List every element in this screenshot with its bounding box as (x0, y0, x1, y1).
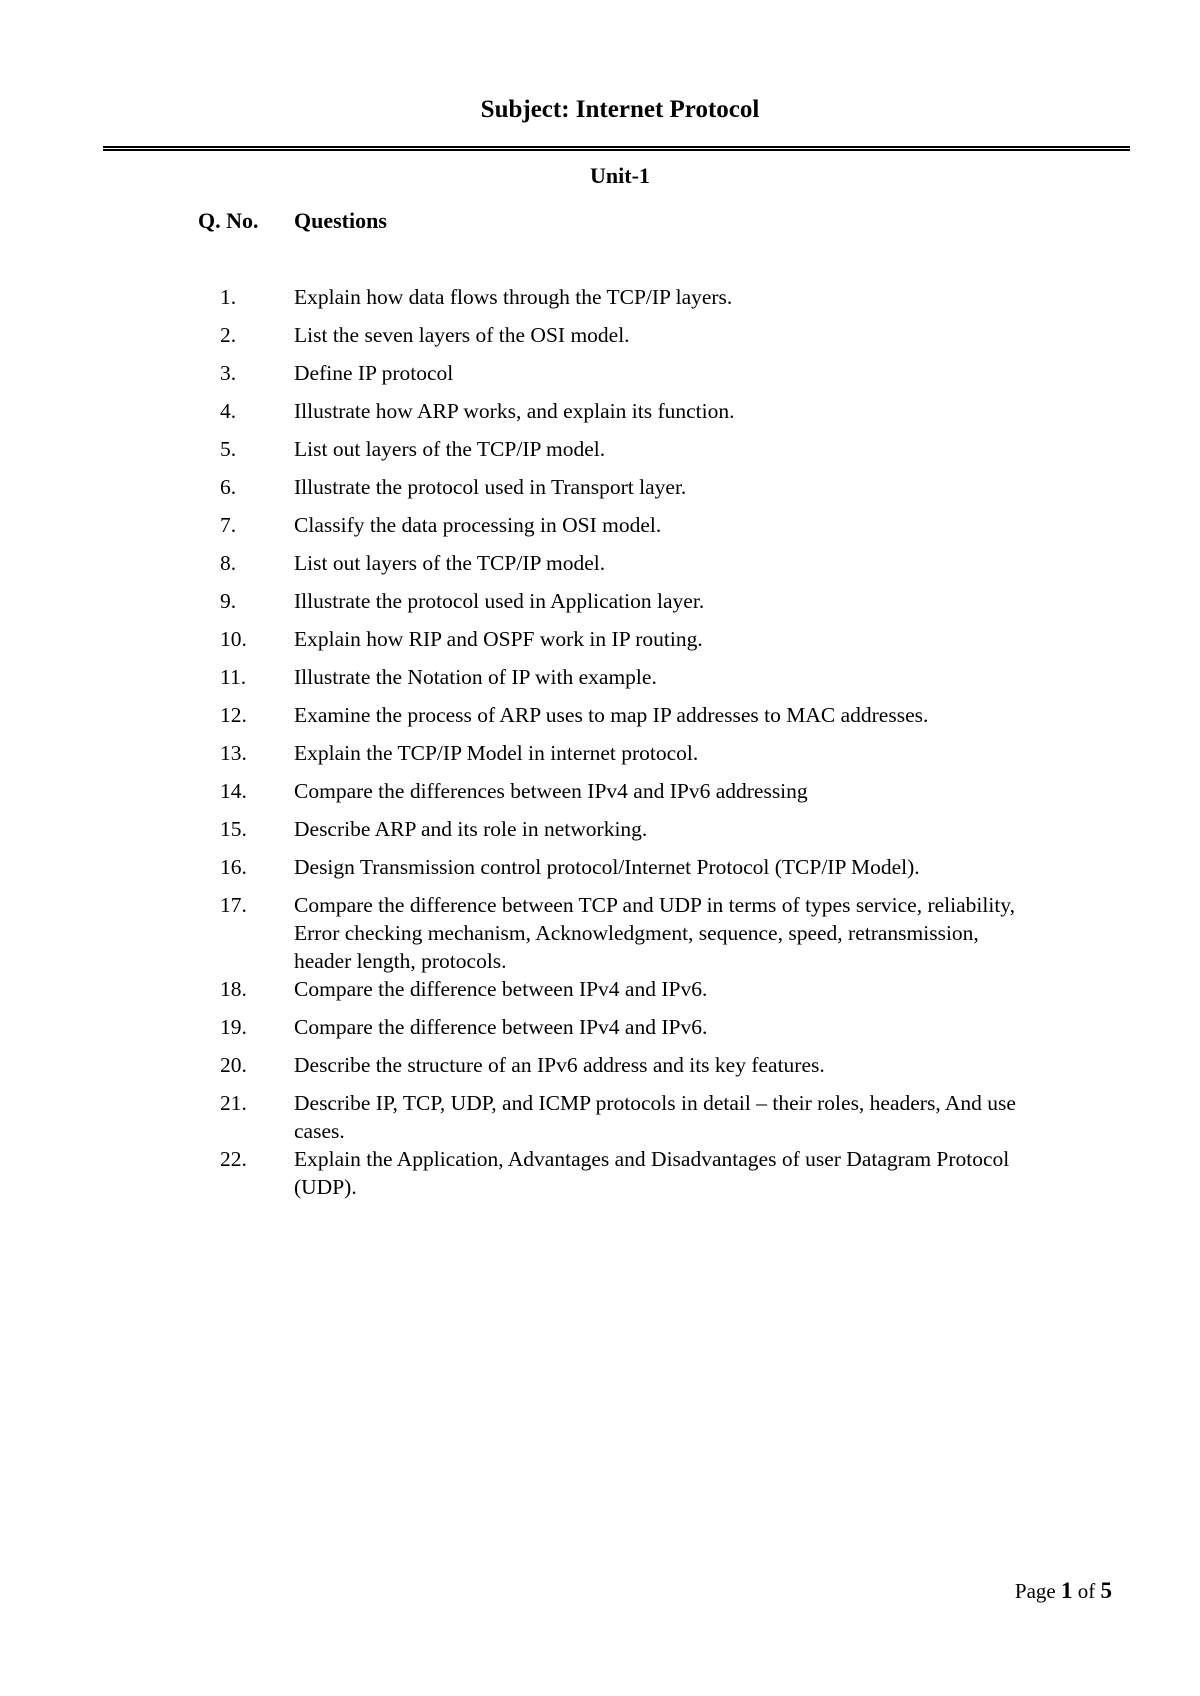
page-label: Page (1014, 1579, 1056, 1603)
page-footer (1015, 1578, 1112, 1604)
page-current: 1 (1061, 1578, 1073, 1603)
question-number: 7. (220, 513, 237, 537)
question-text: Explain the TCP/IP Model in internet protocol. (294, 741, 699, 765)
question-text: Describe IP, TCP, UDP, and ICMP protocols in detail – their roles, headers, And use cases. (294, 1091, 1016, 1143)
question-text: Explain how data flows through the TCP/IP layers. (294, 285, 733, 309)
question-text: Examine the process of ARP uses to map IP addresses to MAC addresses. (294, 703, 929, 727)
question-item (0, 1145, 1200, 1201)
page-title: Subject: Internet Protocol (480, 96, 760, 123)
question-item (0, 891, 1200, 975)
question-item (0, 435, 1200, 463)
question-number: 5. (220, 437, 237, 461)
question-number: 22. (220, 1147, 247, 1171)
question-text: Illustrate how ARP works, and explain its function. (294, 399, 735, 423)
question-number: 20. (220, 1053, 247, 1077)
question-text: Classify the data processing in OSI model. (294, 513, 662, 537)
question-number: 11. (220, 665, 247, 689)
question-item (0, 1013, 1200, 1041)
question-number: 15. (220, 817, 247, 841)
question-text: Describe ARP and its role in networking. (294, 817, 648, 841)
question-list (0, 283, 1200, 1211)
question-text: Illustrate the protocol used in Transport layer. (294, 475, 687, 499)
question-number: 16. (220, 855, 247, 879)
question-item (0, 975, 1200, 1003)
question-item (0, 663, 1200, 691)
qno-column-header: Q. No. (198, 208, 259, 233)
unit-heading: Unit-1 (590, 163, 650, 188)
question-number: 12. (220, 703, 247, 727)
question-text: List the seven layers of the OSI model. (294, 323, 630, 347)
question-item (0, 815, 1200, 843)
question-item (0, 397, 1200, 425)
of-label: of (1077, 1579, 1096, 1603)
question-text: Describe the structure of an IPv6 address and its key features. (294, 1053, 825, 1077)
question-number: 8. (220, 551, 237, 575)
question-item (0, 359, 1200, 387)
page-total: 5 (1100, 1578, 1112, 1603)
question-item (0, 549, 1200, 577)
question-number: 21. (220, 1091, 247, 1115)
question-text: Explain how RIP and OSPF work in IP routing. (294, 627, 703, 651)
question-text: Compare the difference between IPv4 and IPv6. (294, 977, 708, 1001)
question-number: 14. (220, 779, 247, 803)
question-number: 6. (220, 475, 237, 499)
question-item (0, 701, 1200, 729)
question-number: 10. (220, 627, 247, 651)
question-text: Define IP protocol (294, 361, 454, 385)
question-text: Explain the Application, Advantages and Disadvantages of user Datagram Protocol (UDP). (294, 1147, 1010, 1199)
question-item (0, 1089, 1200, 1145)
question-number: 17. (220, 893, 247, 917)
question-item (0, 321, 1200, 349)
question-number: 18. (220, 977, 247, 1001)
question-item (0, 777, 1200, 805)
question-number: 13. (220, 741, 247, 765)
question-text: Compare the differences between IPv4 and IPv6 addressing (294, 779, 808, 803)
question-item (0, 473, 1200, 501)
question-number: 4. (220, 399, 237, 423)
question-text: List out layers of the TCP/IP model. (294, 437, 606, 461)
question-item (0, 511, 1200, 539)
question-text: Compare the difference between IPv4 and IPv6. (294, 1015, 708, 1039)
question-text: List out layers of the TCP/IP model. (294, 551, 606, 575)
question-item (0, 587, 1200, 615)
question-text: Design Transmission control protocol/Internet Protocol (TCP/IP Model). (294, 855, 920, 879)
question-text: Illustrate the Notation of IP with example. (294, 665, 657, 689)
question-number: 3. (220, 361, 237, 385)
title-double-rule (103, 146, 1130, 151)
question-item (0, 283, 1200, 311)
question-item (0, 625, 1200, 653)
question-number: 2. (220, 323, 237, 347)
question-number: 19. (220, 1015, 247, 1039)
questions-column-header: Questions (294, 208, 387, 233)
question-number: 9. (220, 589, 237, 613)
question-item (0, 739, 1200, 767)
question-item (0, 1051, 1200, 1079)
question-text: Compare the difference between TCP and UDP in terms of types service, reliability, Error checking mechanism, Acknowledgment, sequence, speed, retransmission, header length, protocols. (294, 893, 1016, 973)
question-number: 1. (220, 285, 237, 309)
question-text: Illustrate the protocol used in Application layer. (294, 589, 705, 613)
question-item (0, 853, 1200, 881)
